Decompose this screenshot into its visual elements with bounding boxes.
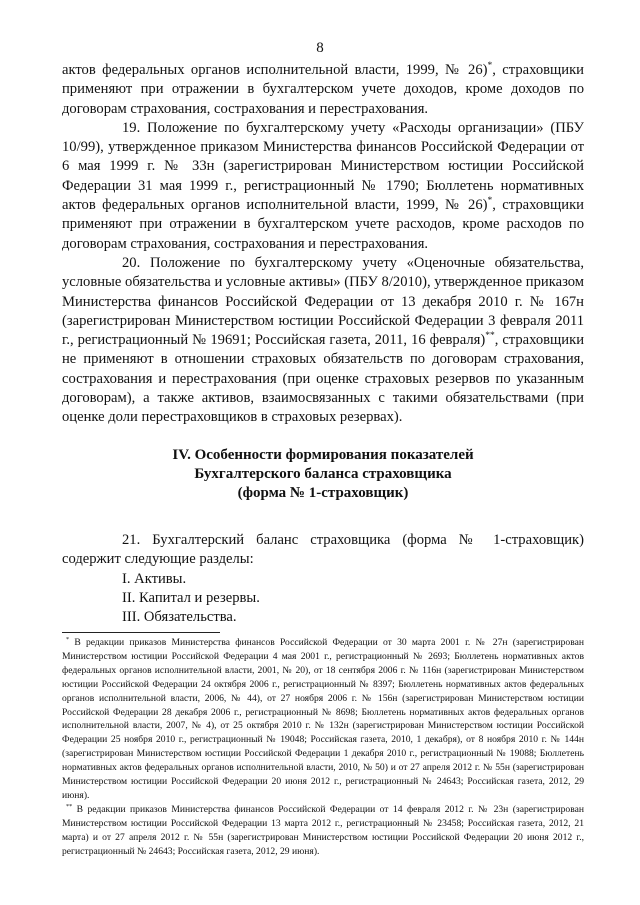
footnote-1-text: В редакции приказов Министерства финансов Российской Федерации от 30 марта 2001 г. № 27н (зарегистрирован Министерством юстиции Российской Федерации 4 мая 2001 г., регистрационный № 2693; Бюллетень нормативных актов федеральных органов исполнительной власти, 2001, № 20), от 18 сентября 2006 г. № 116н (зарегистрирован Министерством юстиции Российской Федерации 24 октября 2006 г., регистрационный № 8397; Бюллетень нормативных актов федеральных органов исполнительной власти, 2006, № 44), от 27 ноября 2006 г. № 156н (зарегистрирован Министерством юстиции Российской Федерации 28 декабря 2006 г., регистрационный № 8698; Бюллетень нормативных актов федеральных органов исполнительной власти, 2007, № 4), от 25 октября 2010 г. № 132н (зарегистрирован Министерством юстиции Российской Федерации 25 ноября 2010 г., регистрационный № 19048; Российская газета, 2010, 1 декабря), от 8 ноября 2010 г. № 144н (зарегистрирован Министерством юстиции Российской Федерации 1 декабря 2010 г., регистрационный № 19088; Бюллетень нормативных актов федеральных органов исполнительной власти, 2010, № 50) и от 27 апреля 2012 г. № 55н (зарегистрирован Министерством юстиции Российской Федерации 20 июня 2012 г., регистрационный № 24643; Российская газета, 2012, 29 июня). <box>62 637 584 801</box>
paragraph-20-rest: , страховщики не применяют в отношении страховых обязательств по договорам страхования, сострахования и перестрахования (при оценке страховых резервов по указанным договорам), а также активов, взаимосвязанных с такими обязательствами (при оценке доли перестраховщиков в страховых резервах). <box>62 332 585 426</box>
paragraph-19 <box>62 119 584 254</box>
body-text-block <box>62 61 584 428</box>
section-heading <box>62 446 584 503</box>
footnote-1 <box>62 636 584 803</box>
paragraph-21-block <box>62 531 584 627</box>
page-number: 8 <box>316 40 324 56</box>
section-item-liabilities: III. Обязательства. <box>122 609 237 626</box>
footnote-ref-1: * <box>487 61 493 72</box>
paragraph-21: 21. Бухгалтерский баланс страховщика (форма № 1-страховщик) содержит следующие разделы: <box>62 532 584 568</box>
heading-line-3: (форма № 1-страховщик) <box>237 485 409 501</box>
paragraph-continuation-rest: , страховщики применяют при отражении в бухгалтерском учете доходов, кроме доходов по договорам страхования, сострахования и перестрахования. <box>62 62 584 117</box>
section-item-capital: II. Капитал и резервы. <box>122 589 260 606</box>
paragraph-19-rest: , страховщики применяют при отражении в бухгалтерском учете расходов, кроме расходов по договорам страхования, сострахования и перестрахования. <box>62 197 584 252</box>
footnote-2-mark: ** <box>66 802 73 810</box>
footnote-2-text: В редакции приказов Министерства финансов Российской Федерации от 14 февраля 2012 г. № 23н (зарегистрирован Министерством юстиции Российской Федерации 13 марта 2012 г., регистрационный № 23458; Российская газета, 2012, 21 марта) и от 27 апреля 2012 г. № 55н (зарегистрирован Министерством юстиции Российской Федерации 20 июня 2012 г., регистрационный № 24643; Российская газета, 2012, 29 июня). <box>62 803 584 857</box>
footnote-1-mark: * <box>66 635 70 643</box>
footnote-divider <box>62 632 220 633</box>
paragraph-19-text: 19. Положение по бухгалтерскому учету «Расходы организации» (ПБУ 10/99), утвержденное приказом Министерства финансов Российской Федерации от 6 мая 1999 г. № 33н (зарегистрирован Министерством юстиции Российской Федерации 31 мая 1999 г., регистрационный № 1790; Бюллетень нормативных актов федеральных органов исполнительной власти, 1999, № 26) <box>62 119 584 214</box>
paragraph-continuation-text: актов федеральных органов исполнительной власти, 1999, № 26) <box>62 62 488 78</box>
paragraph-20-text: 20. Положение по бухгалтерскому учету «Оценочные обязательства, условные обязательства и условные активы» (ПБУ 8/2010), утвержденное приказом Министерства финансов Российской Федерации от 13 декабря 2010 г. № 167н (зарегистрирован Министерством юстиции Российской Федерации 3 февраля 2011 г., регистрационный № 19691; Российская газета, 2011, 16 февраля) <box>62 254 584 349</box>
paragraph-20 <box>62 254 584 428</box>
heading-line-2: Бухгалтерского баланса страховщика <box>194 466 452 482</box>
footnote-2 <box>62 803 584 859</box>
footnote-ref-1b: * <box>487 196 493 207</box>
paragraph-continuation <box>62 61 584 119</box>
footnote-ref-2: ** <box>485 331 495 342</box>
section-item-assets: I. Активы. <box>122 570 187 587</box>
heading-line-1: IV. Особенности формирования показателей <box>172 447 474 463</box>
footnotes <box>62 636 584 859</box>
